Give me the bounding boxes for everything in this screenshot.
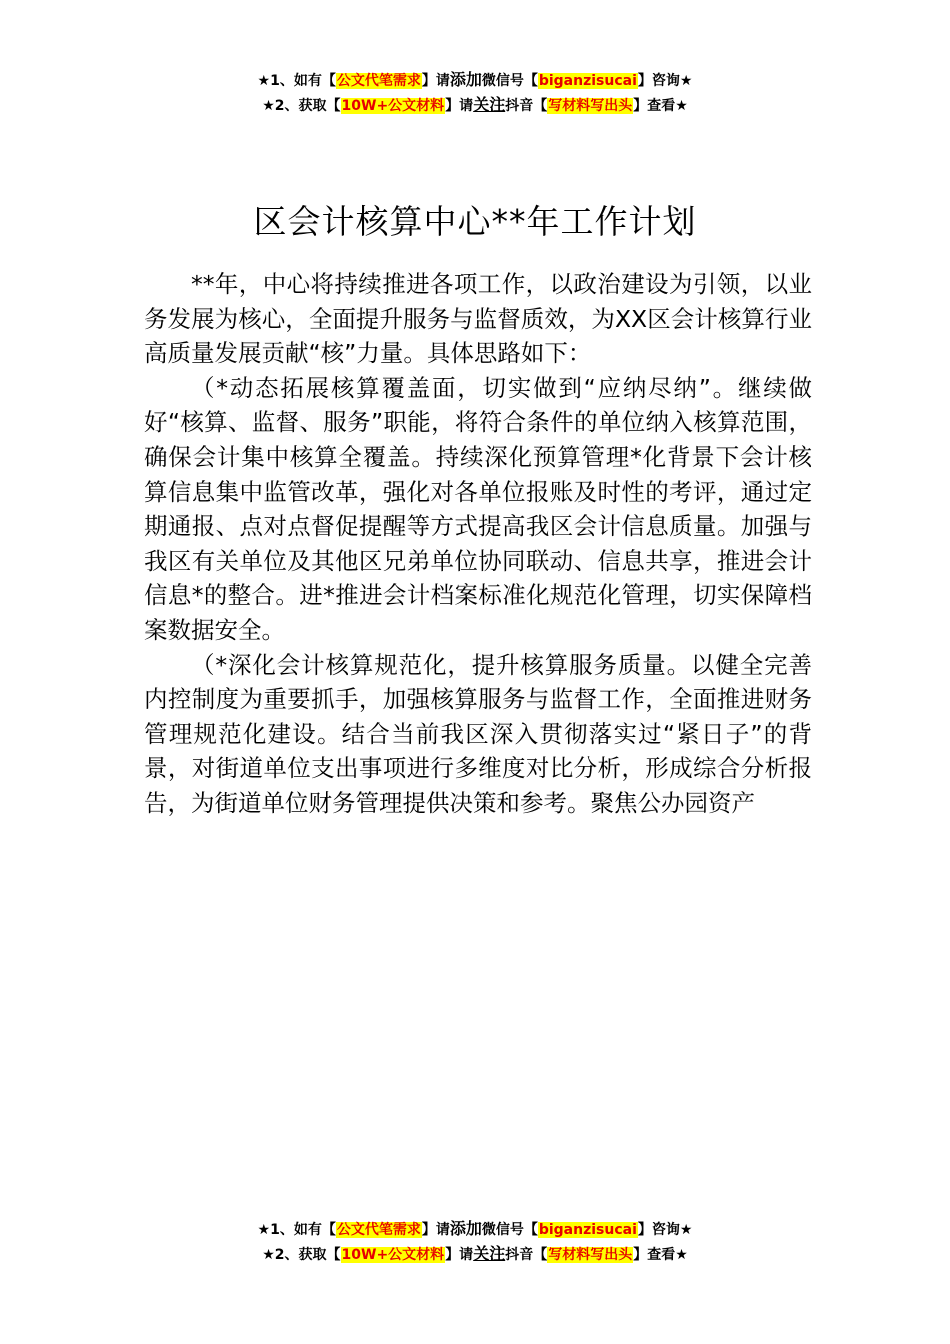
promo-emphasis-add: 添加 — [449, 1219, 482, 1238]
promo-text: 】请 — [421, 1222, 450, 1238]
promo-highlight-wechat-id: biganzisucai — [538, 1222, 637, 1238]
footer-promo-line-2 — [0, 1242, 950, 1267]
promo-text: ★2、获取【 — [262, 1247, 341, 1263]
promo-emphasis-add: 添加 — [449, 70, 482, 89]
promo-text: 】咨询★ — [637, 1222, 693, 1238]
promo-text: 抖音【 — [505, 1247, 548, 1263]
promo-highlight-service: 公文代笔需求 — [336, 1222, 421, 1238]
promo-text: 微信号【 — [481, 1222, 538, 1238]
promo-text: 】查看★ — [633, 1247, 688, 1263]
promo-text: ★2、获取【 — [262, 98, 341, 114]
promo-highlight-douyin: 写材料写出头 — [548, 1247, 633, 1263]
promo-text: 】请 — [445, 98, 474, 114]
promo-highlight-materials: 10W+公文材料 — [341, 98, 445, 114]
promo-text: 微信号【 — [481, 73, 538, 89]
body-paragraph: （*深化会计核算规范化，提升核算服务质量。以健全完善内控制度为重要抓手，加强核算服务与监督工作，全面推进财务管理规范化建设。结合当前我区深入贯彻落实过“紧日子”的背景，对街道单位支出事项进行多维度对比分析，形成综合分析报告，为街道单位财务管理提供决策和参考。聚焦公办园资产 — [144, 650, 812, 817]
promo-text: 抖音【 — [505, 98, 548, 114]
promo-highlight-wechat-id: biganzisucai — [538, 73, 637, 89]
promo-highlight-douyin: 写材料写出头 — [548, 98, 633, 114]
footer-promo-banner — [0, 1217, 950, 1267]
promo-highlight-materials: 10W+公文材料 — [341, 1247, 445, 1263]
body-paragraph: **年，中心将持续推进各项工作，以政治建设为引领，以业务发展为核心，全面提升服务与监督质效，为XX区会计核算行业高质量发展贡献“核”力量。具体思路如下： — [144, 270, 812, 368]
promo-emphasis-follow: 关注 — [473, 1244, 506, 1263]
promo-text: 】咨询★ — [637, 73, 693, 89]
document-title: 区会计核算中心**年工作计划 — [253, 202, 697, 242]
header-promo-banner — [0, 68, 950, 118]
promo-text: 】请 — [421, 73, 450, 89]
document-body — [144, 267, 812, 821]
promo-text: 】请 — [445, 1247, 474, 1263]
body-paragraph: （*动态拓展核算覆盖面，切实做到“应纳尽纳”。继续做好“核算、监督、服务”职能，将符合条件的单位纳入核算范围，确保会计集中核算全覆盖。持续深化预算管理*化背景下会计核算信息集中监管改革，强化对各单位报账及时性的考评，通过定期通报、点对点督促提醒等方式提高我区会计信息质量。加强与我区有关单位及其他区兄弟单位协同联动、信息共享，推进会计信息*的整合。进*推进会计档案标准化规范化管理，切实保障档案数据安全。 — [144, 373, 812, 644]
header-promo-line-2 — [0, 93, 950, 118]
promo-emphasis-follow: 关注 — [473, 95, 506, 114]
promo-highlight-service: 公文代笔需求 — [336, 73, 421, 89]
promo-text: 】查看★ — [633, 98, 688, 114]
promo-text: ★1、如有【 — [257, 1222, 336, 1238]
footer-promo-line-1 — [0, 1217, 950, 1242]
promo-text: ★1、如有【 — [257, 73, 336, 89]
header-promo-line-1 — [0, 68, 950, 93]
